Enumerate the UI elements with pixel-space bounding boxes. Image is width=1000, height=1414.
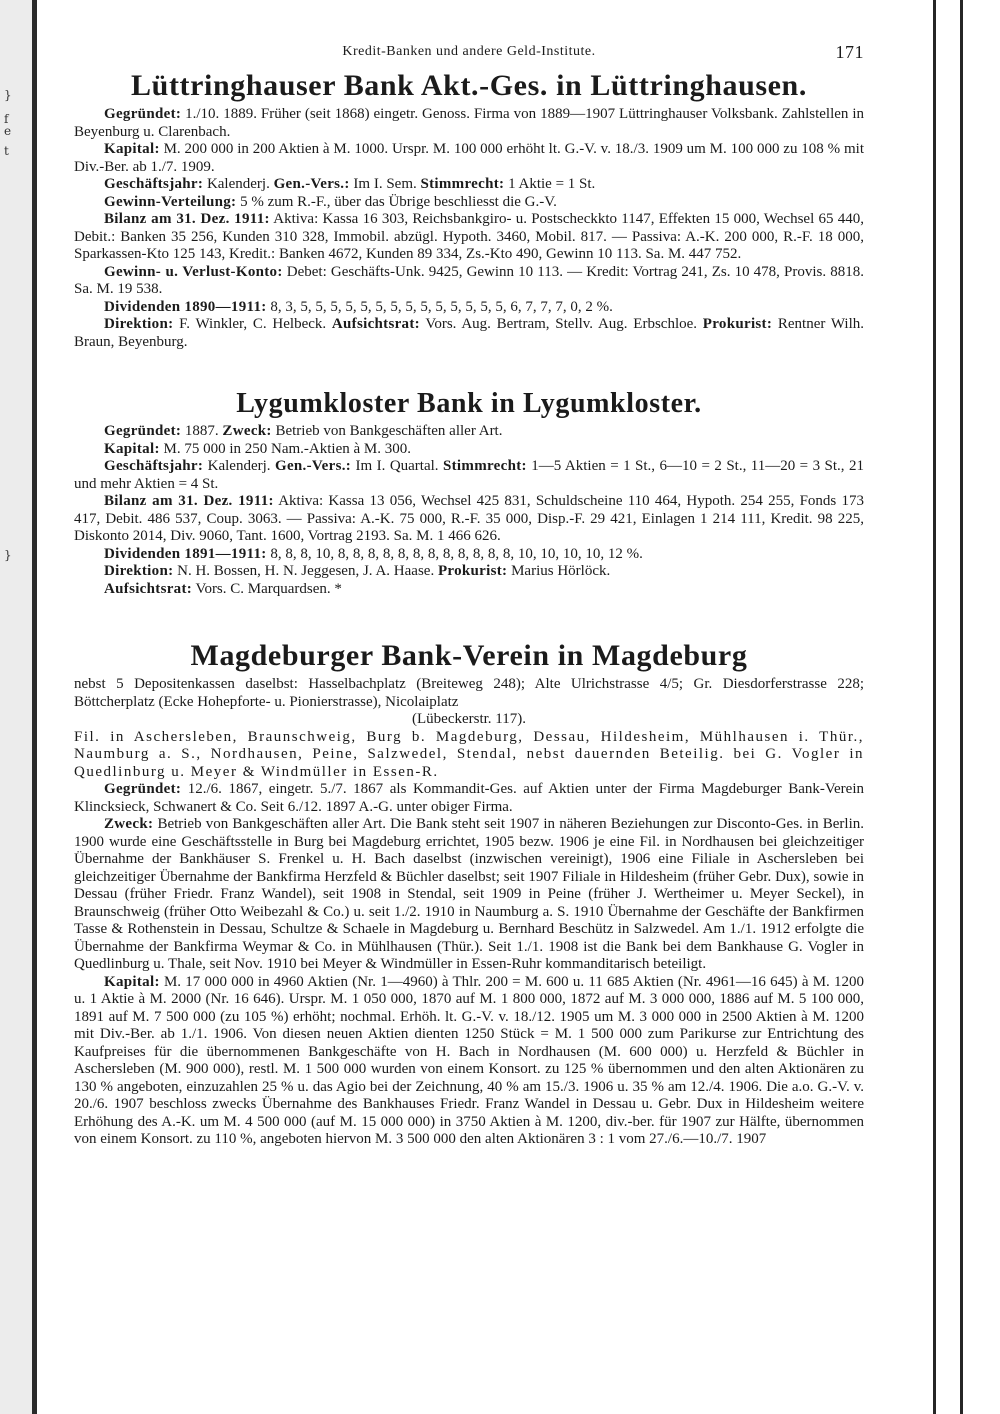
scan-binding-edge <box>0 0 37 1414</box>
entry-intro: nebst 5 Depositenkassen daselbst: Hasselbachplatz (Breiteweg 248); Alte Ulrichstrasse 4/5; Gr. Diesdorferstrasse 228; Böttcherplatz (Ecke Hohepforte- u. Pionierstrasse), Nicolaiplatz <box>74 676 864 710</box>
entry-supervisory-board: Aufsichtsrat: Vors. C. Marquardsen. * <box>104 580 342 597</box>
entry-purpose: Zweck: Betrieb von Bankgeschäften aller Art. Die Bank steht seit 1907 in näheren Beziehungen zur Disconto-Ges. in Berlin. 1900 wurde eine Geschäftsstelle in Burg bei Magdeburg errichtet, 1905 bezw. 1906 je eine Fil. in Nordhausen bei gleichzeitiger Übernahme der Bankhäuser S. Frenkel u. H. Bach daselbst (inzwischen vereinigt), 1906 eine Filiale in Aschersleben bei gleichzeitiger Übernahme der Bankfirma Herzfeld & Büchler daselbst; seit 1907 Filiale in Hildesheim (früher Gebr. Dux), sowie in Dessau (früher Friedr. Franz Wandel), seit 1908 in Stendal, seit 1909 in Peine (früher J. Wertheimer u. Meyer Seckel), in Braunschweig (früher Otto Weibezahl & Co.) u. seit 1./2. 1910 in Naumburg a. S. 1910 Übernahme der Geschäfte der Bankfirmen Tasse & Rothenstein in Dessau, Schultze & Schaele in Magdeburg u. Bernhard Beschütz in Salzwedel. Am 1./1. 1912 erfolgte die Übernahme der Bankfirma Weymar & Co. in Mühlhausen (Thür.). Seit 1./1. 1908 ist die Bank bei dem Bankhause G. Vogler in Quedlinburg u. Thale, seit Nov. 1910 bei Meyer & Windmüller in Essen-Ruhr kommanditarisch beteiligt. <box>74 816 864 972</box>
scan-edge-line <box>933 0 936 1414</box>
bank-title: Lygumkloster Bank in Lygumkloster. <box>236 388 702 419</box>
entry-management: Direktion: N. H. Bossen, H. N. Jeggesen, J. A. Haase. Prokurist: Marius Hörlöck. <box>104 563 611 579</box>
margin-mark: t <box>4 144 9 158</box>
margin-mark: } <box>4 548 12 562</box>
entry-founded: Gegründet: 12./6. 1867, eingetr. 5./7. 1867 als Kommandit-Ges. auf Aktien unter der Firma Magdeburger Bank-Verein Klincksieck, Schwanert & Co. Seit 6./12. 1897 A.-G. unter obiger Firma. <box>74 781 864 815</box>
bank-title: Lüttringhauser Bank Akt.-Ges. in Lüttringhausen. <box>131 69 807 102</box>
margin-mark: e <box>4 124 12 138</box>
page-number: 171 <box>835 42 864 62</box>
entry-fiscal-year: Geschäftsjahr: Kalenderj. Gen.-Vers.: Im I. Quartal. Stimmrecht: 1—5 Aktien = 1 St., 6—10 = 2 St., 11—20 = 3 St., 21 und mehr Aktien = 4 St. <box>74 458 864 492</box>
entry-founded: Gegründet: 1887. Zweck: Betrieb von Bankgeschäften aller Art. <box>104 423 503 439</box>
entry-intro-address: (Lübeckerstr. 117). <box>412 711 526 727</box>
bank-title: Magdeburger Bank-Verein in Magdeburg <box>190 639 748 672</box>
entry-balance-sheet: Bilanz am 31. Dez. 1911: Aktiva: Kassa 13 056, Wechsel 425 831, Schuldscheine 110 464, Hypoth. 254 255, Fonds 173 417, Debit. 486 537, Coup. 3063. — Passiva: A.-K. 75 000, R.-F. 35 000, Disp.-F. 29 421, Einlagen 1 214 111, Kredit. 98 225, Diskonto 2014, Div. 9060, Tant. 1600, Vortrag 2193. Sa. M. 1 466 626. <box>74 493 864 544</box>
entry-management: Direktion: F. Winkler, C. Helbeck. Aufsichtsrat: Vors. Aug. Bertram, Stellv. Aug. Erbschloe. Prokurist: Rentner Wilh. Braun, Beyenburg. <box>74 316 864 350</box>
scan-edge-line <box>960 0 963 1414</box>
running-head <box>74 40 864 64</box>
entry-founded: Gegründet: 1./10. 1889. Früher (seit 1868) eingetr. Genoss. Firma von 1889—1907 Lüttringhauser Volksbank. Zahlstellen in Beyenburg u. Clarenbach. <box>74 106 864 140</box>
entry-branches: Fil. in Aschersleben, Braunschweig, Burg b. Magdeburg, Dessau, Hildesheim, Mühlhausen i. Thür., Naumburg a. S., Nordhausen, Peine, Salzwedel, Stendal, nebst dauernden Beteilig. bei G. Vogler in Quedlinburg u. Meyer & Windmüller in Essen-R. <box>74 728 864 780</box>
entry-dividends: Dividenden 1890—1911: 8, 3, 5, 5, 5, 5, 5, 5, 5, 5, 5, 5, 5, 5, 5, 5, 6, 7, 7, 7, 0, 2 %. <box>104 298 613 315</box>
entry-capital: Kapital: M. 200 000 in 200 Aktien à M. 1000. Urspr. M. 100 000 erhöht lt. G.-V. v. 18./3. 1909 um M. 100 000 zu 108 % mit Div.-Ber. ab 1./7. 1909. <box>74 141 864 175</box>
margin-mark: f <box>4 112 9 126</box>
entry-fiscal-year: Geschäftsjahr: Kalenderj. Gen.-Vers.: Im I. Sem. Stimmrecht: 1 Aktie = 1 St. <box>104 176 596 192</box>
entry-capital: Kapital: M. 75 000 in 250 Nam.-Aktien à M. 300. <box>104 440 411 457</box>
document-page <box>74 40 864 1405</box>
entry-balance-sheet: Bilanz am 31. Dez. 1911: Aktiva: Kassa 16 303, Reichsbankgiro- u. Postscheckkto 1147, Effekten 15 000, Wechsel 65 440, Debit.: Banken 35 256, Kunden 310 328, Immobil. abzügl. Hypoth. 3460, Mobil. 817. — Passiva: A.-K. 200 000, R.-F. 18 000, Sparkassen-Kto 125 143, Kredit.: Banken 4672, Kunden 89 334, Zs.-Kto 490, Gewinn 10 113. Sa. M. 447 752. <box>74 211 864 262</box>
running-head-text: Kredit-Banken und andere Geld-Institute. <box>342 44 596 59</box>
scan-right-edge <box>944 0 1000 1414</box>
entry-dividends: Dividenden 1891—1911: 8, 8, 8, 10, 8, 8, 8, 8, 8, 8, 8, 8, 8, 8, 8, 8, 10, 10, 10, 10, 12 %. <box>104 545 643 562</box>
entry-capital: Kapital: M. 17 000 000 in 4960 Aktien (Nr. 1—4960) à Thlr. 200 = M. 600 u. 11 685 Aktien (Nr. 4961—16 645) à M. 1200 u. 1 Aktie à M. 2000 (Nr. 16 646). Urspr. M. 1 050 000, 1870 auf M. 1 800 000, 1872 auf M. 3 000 000, 1886 auf M. 5 100 000, 1891 auf M. 7 500 000 (zu 105 %) erhöht; nochmal. Erhöh. lt. G.-V. v. 18./12. 1905 um M. 3 000 000 in 2500 Aktien à M. 1200 mit Div.-Ber. ab 1./1. 1906. Von diesen neuen Aktien dienten 1250 Stück = M. 1 500 000 zum Parikurse zur Entrichtung des Kaufpreises für die übernommenen Bankgeschäfte von H. Bach in Nordhausen (M. 600 000) u. Herzfeld & Büchler in Aschersleben (M. 900 000), restl. M. 1 500 000 wurden von einem Konsort. zu 125 % übernommen und den alten Aktionären zu 130 % angeboten, einzuzahlen 25 % u. das Agio bei der Zeichnung, 40 % am 15./3. 1906 u. 35 % am 12./4. 1906. Die a.o. G.-V. v. 20./6. 1907 beschloss zwecks Übernahme des Bankhauses Friedr. Franz Wandel in Dessau u. Gebr. Dux in Hildesheim weitere Erhöhung des A.-K. um M. 4 500 000 (auf M. 15 000 000) in 3750 Aktien à M. 1200, div.-ber. für 1907 zur Hälfte, übernommen von einem Konsort. zu 110 %, angeboten hiervon M. 3 500 000 den alten Aktionären 3 : 1 vom 27./6.—10./7. 1907 <box>74 973 864 1147</box>
entry-profit-loss: Gewinn- u. Verlust-Konto: Debet: Geschäfts-Unk. 9425, Gewinn 10 113. — Kredit: Vortrag 241, Zs. 10 478, Provis. 8818. Sa. M. 19 538. <box>74 263 864 297</box>
entry-profit-distribution: Gewinn-Verteilung: 5 % zum R.-F., über das Übrige beschliesst die G.-V. <box>104 193 557 210</box>
margin-mark: } <box>4 88 12 102</box>
